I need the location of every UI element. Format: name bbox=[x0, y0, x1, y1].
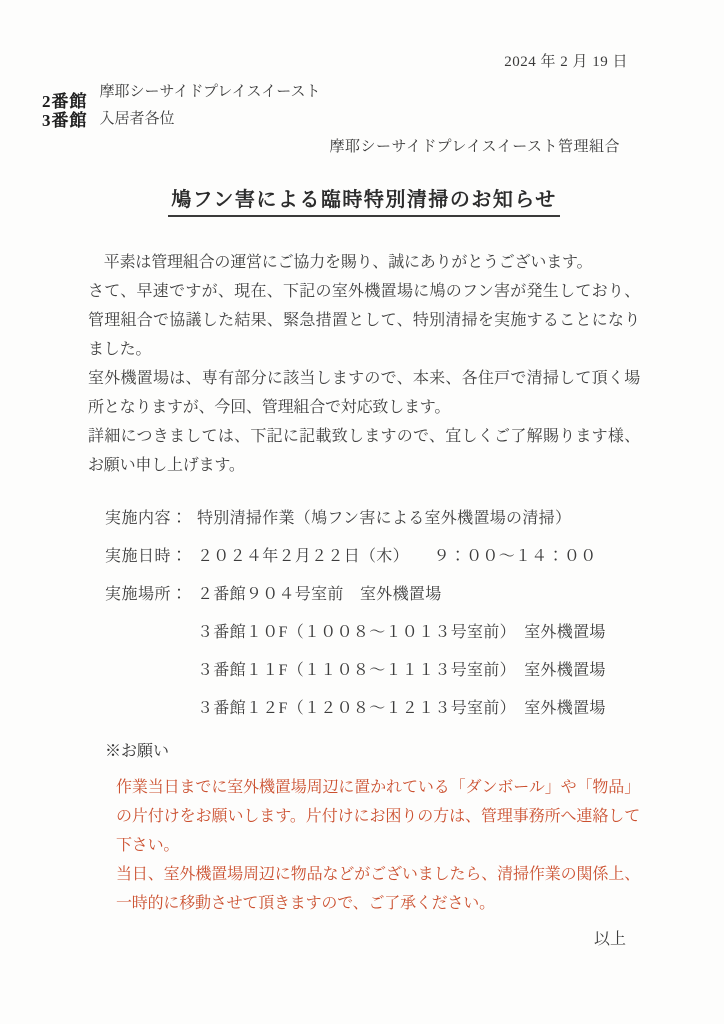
page-title: 鳩フン害による臨時特別清掃のお知らせ bbox=[168, 183, 560, 217]
title-row bbox=[88, 183, 640, 217]
request-paragraph-move: 当日、室外機置場周辺に物品などがございましたら、清掃作業の関係上、一時的に移動させて頂きますので、ご了承ください。 bbox=[116, 866, 640, 912]
intro-paragraph: さて、早速ですが、現在、下記の室外機置場に鳩のフン害が発生しており、管理組合で協議した結果、緊急措置として、特別清掃を実施することになりました。 bbox=[88, 283, 640, 358]
implementation-details bbox=[105, 510, 640, 717]
detail-value-content: 特別清掃作業（鳩フン害による室外機置場の清掃） bbox=[197, 510, 572, 527]
detail-row-datetime bbox=[105, 548, 640, 565]
document-date: 2024 年 2 月 19 日 bbox=[504, 54, 628, 70]
sender-name: 摩耶シーサイドプレイスイースト管理組合 bbox=[329, 139, 620, 155]
closing-label: 以上 bbox=[593, 931, 626, 948]
greeting-paragraph: 平素は管理組合の運営にご協力を賜り、誠にありがとうございます。 bbox=[88, 254, 593, 271]
detail-label-location: 実施場所： bbox=[105, 586, 188, 603]
building-label-2: 2番館 bbox=[42, 92, 88, 111]
detail-row-location bbox=[105, 586, 640, 603]
responsibility-paragraph: 室外機置場は、専有部分に該当しますので、本来、各住戸で清掃して頂く場所となりますが、今回、管理組合で対応致します。 bbox=[88, 370, 640, 416]
request-heading: ※お願い bbox=[105, 743, 170, 760]
request-paragraph-cleanup: 作業当日までに室外機置場周辺に置かれている「ダンボール」や「物品」の片付けをお願いします。片付けにお困りの方は、管理事務所へ連絡して下さい。 bbox=[116, 779, 640, 854]
detail-row-content bbox=[105, 510, 640, 527]
detail-value-location: ２番館９０４号室前 室外機置場 bbox=[197, 586, 442, 603]
reference-paragraph: 詳細につきましては、下記に記載致しますので、宜しくご了解賜ります様、お願い申し上げます。 bbox=[88, 428, 640, 474]
location-row-12f: ３番館１２F（１２０８～１２１３号室前） 室外機置場 bbox=[197, 700, 606, 717]
building-labels bbox=[42, 92, 88, 130]
building-label-3: 3番館 bbox=[42, 111, 88, 130]
property-name: 摩耶シーサイドプレイスイースト bbox=[99, 84, 321, 100]
recipients-label: 入居者各位 bbox=[99, 111, 175, 127]
addressee-names bbox=[100, 83, 321, 128]
body-text bbox=[88, 248, 640, 480]
detail-value-datetime: ２０２４年２月２２日（木） ９：００～１４：００ bbox=[197, 548, 597, 565]
location-row-10f: ３番館１０F（１００８～１０１３号室前） 室外機置場 bbox=[197, 624, 606, 641]
request-text bbox=[116, 773, 640, 918]
addressee-block bbox=[42, 83, 640, 130]
detail-label-content: 実施内容： bbox=[105, 510, 188, 527]
detail-label-datetime: 実施日時： bbox=[105, 548, 188, 565]
location-row-11f: ３番館１１F（１１０８～１１１３号室前） 室外機置場 bbox=[197, 662, 606, 679]
